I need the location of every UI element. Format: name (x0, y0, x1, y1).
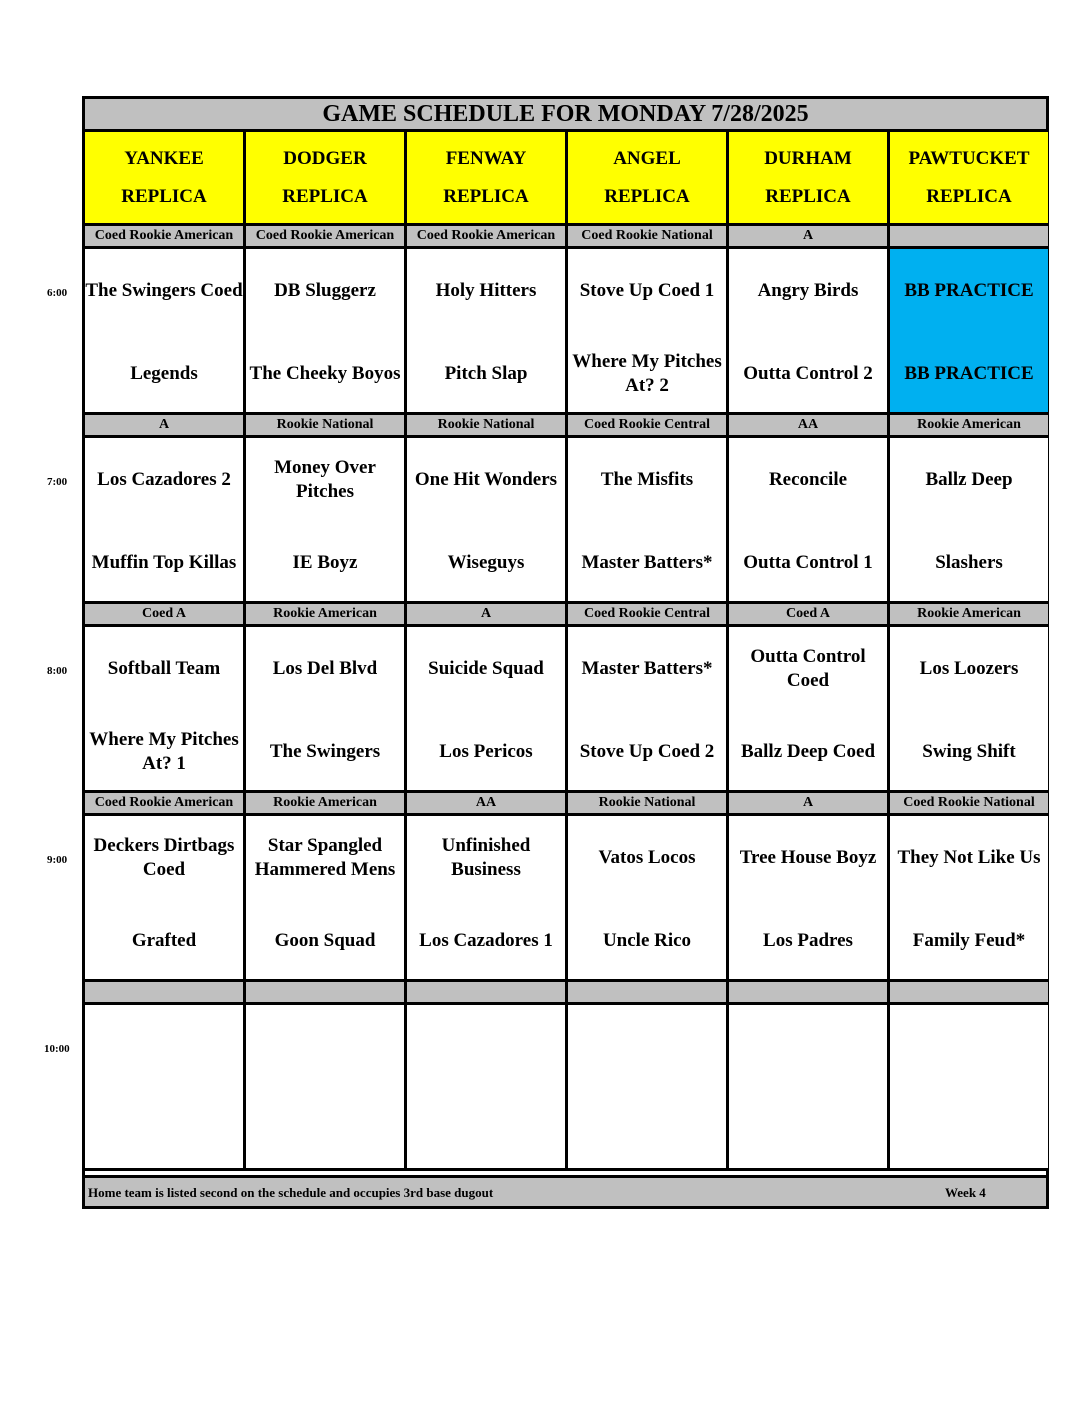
home-team (85, 1105, 243, 1155)
home-team: The Swingers (269, 741, 381, 762)
home-team: Los Padres (763, 930, 853, 951)
division-label: A (729, 226, 890, 249)
division-label (407, 982, 568, 1005)
away-team (568, 1022, 726, 1072)
away-team: Los Loozers (919, 658, 1019, 679)
time-label: 6:00 (47, 287, 68, 299)
division-label: Coed Rookie Central (568, 415, 729, 438)
home-team: IE Boyz (292, 552, 358, 573)
schedule-title: GAME SCHEDULE FOR MONDAY 7/28/2025 (85, 99, 1046, 132)
home-team (890, 1105, 1048, 1155)
game-cell (568, 627, 729, 793)
game-cell (407, 627, 568, 793)
home-team (729, 1105, 887, 1155)
away-team: The Misfits (600, 469, 694, 490)
division-label: Rookie American (890, 604, 1048, 627)
division-label: Coed Rookie National (890, 793, 1048, 816)
time-label: 7:00 (47, 476, 68, 488)
away-team: Angry Birds (757, 280, 859, 301)
game-cell (407, 1005, 568, 1171)
game-cell (85, 1005, 246, 1171)
home-team: Outta Control 2 (743, 363, 873, 384)
division-label (85, 982, 246, 1005)
away-team: Money Over Pitches (274, 457, 376, 502)
home-team: Master Batters* (581, 552, 713, 573)
field-subtitle: REPLICA (926, 185, 1012, 207)
division-label: A (729, 793, 890, 816)
field-subtitle: REPLICA (282, 185, 368, 207)
home-team (246, 1105, 404, 1155)
home-team: Goon Squad (274, 930, 376, 951)
field-header (407, 132, 568, 226)
home-team: Family Feud* (912, 930, 1026, 951)
field-subtitle: REPLICA (121, 185, 207, 207)
game-cell (85, 249, 246, 415)
home-team: Stove Up Coed 2 (579, 741, 715, 762)
home-team: BB PRACTICE (904, 363, 1034, 384)
away-team: BB PRACTICE (904, 280, 1034, 301)
schedule-sheet (82, 96, 1049, 1209)
game-cell (85, 438, 246, 604)
away-team: Los Cazadores 2 (97, 469, 231, 490)
away-team: Holy Hitters (435, 280, 537, 301)
home-team: Pitch Slap (444, 363, 528, 384)
home-team (407, 1105, 565, 1155)
field-name: ANGEL (613, 147, 681, 169)
game-cell (890, 816, 1048, 982)
field-header (246, 132, 407, 226)
away-team: DB Sluggerz (274, 280, 376, 301)
game-cell (729, 438, 890, 604)
game-cell (568, 249, 729, 415)
away-team (407, 1022, 565, 1072)
away-team: Los Del Blvd (272, 658, 378, 679)
away-team: One Hit Wonders (414, 469, 558, 490)
game-cell (407, 249, 568, 415)
game-cell (85, 816, 246, 982)
division-label: Rookie National (246, 415, 407, 438)
away-team: Master Batters* (581, 658, 713, 679)
away-team: Stove Up Coed 1 (579, 280, 715, 301)
week-label: Week 4 (945, 1185, 986, 1200)
field-header (85, 132, 246, 226)
home-team: Slashers (935, 552, 1003, 573)
field-name: PAWTUCKET (908, 147, 1030, 169)
game-cell (246, 816, 407, 982)
away-team (729, 1022, 887, 1072)
game-cell (568, 1005, 729, 1171)
field-header (729, 132, 890, 226)
home-team: Outta Control 1 (743, 552, 873, 573)
field-header (568, 132, 729, 226)
division-label: Rookie American (890, 415, 1048, 438)
away-team: Suicide Squad (428, 658, 544, 679)
away-team: Star Spangled Hammered Mens (254, 835, 396, 880)
division-label: Coed Rookie National (568, 226, 729, 249)
game-cell (568, 816, 729, 982)
time-label: 8:00 (47, 665, 68, 677)
game-cell (890, 1005, 1048, 1171)
division-label: Rookie American (246, 604, 407, 627)
division-label: Coed Rookie American (85, 226, 246, 249)
field-subtitle: REPLICA (765, 185, 851, 207)
division-label: AA (407, 793, 568, 816)
away-team: Reconcile (768, 469, 848, 490)
away-team: Deckers Dirtbags Coed (93, 835, 235, 880)
schedule-footer (85, 1175, 1046, 1206)
home-team: Los Cazadores 1 (419, 930, 553, 951)
field-subtitle: REPLICA (443, 185, 529, 207)
field-subtitle: REPLICA (604, 185, 690, 207)
home-team: Grafted (131, 930, 197, 951)
division-label: A (85, 415, 246, 438)
home-team: Legends (130, 363, 198, 384)
away-team: The Swingers Coed (85, 280, 243, 301)
field-name: FENWAY (445, 147, 527, 169)
division-label: Coed Rookie Central (568, 604, 729, 627)
division-label: Rookie National (407, 415, 568, 438)
away-team: Outta Control Coed (750, 646, 866, 691)
field-name: YANKEE (124, 147, 204, 169)
game-cell (246, 249, 407, 415)
time-label: 10:00 (44, 1043, 70, 1055)
away-team: They Not Like Us (897, 847, 1041, 868)
home-team (568, 1105, 726, 1155)
home-team: The Cheeky Boyos (249, 363, 401, 384)
home-team: Where My Pitches At? 1 (89, 729, 239, 774)
home-team: Where My Pitches At? 2 (572, 351, 722, 396)
game-cell (246, 1005, 407, 1171)
footer-note: Home team is listed second on the schedule and occupies 3rd base dugout (88, 1185, 494, 1200)
game-cell (407, 816, 568, 982)
home-team: Wiseguys (447, 552, 525, 573)
game-cell (246, 438, 407, 604)
game-cell (246, 627, 407, 793)
away-team: Unfinished Business (441, 835, 531, 880)
division-label: AA (729, 415, 890, 438)
away-team: Vatos Locos (598, 847, 696, 868)
away-team (890, 1022, 1048, 1072)
game-cell (890, 627, 1048, 793)
division-label (568, 982, 729, 1005)
division-label: Coed A (85, 604, 246, 627)
division-label: Coed Rookie American (246, 226, 407, 249)
away-team (246, 1022, 404, 1072)
game-cell (407, 438, 568, 604)
time-label: 9:00 (47, 854, 68, 866)
home-team: Swing Shift (922, 741, 1016, 762)
division-label (890, 982, 1048, 1005)
game-cell (890, 438, 1048, 604)
game-cell (890, 249, 1048, 415)
division-label: A (407, 604, 568, 627)
division-label (246, 982, 407, 1005)
division-label: Rookie American (246, 793, 407, 816)
home-team: Uncle Rico (602, 930, 692, 951)
away-team (85, 1022, 243, 1072)
game-cell (729, 249, 890, 415)
game-cell (729, 816, 890, 982)
home-team: Ballz Deep Coed (740, 741, 876, 762)
game-cell (729, 627, 890, 793)
away-team: Ballz Deep (925, 469, 1013, 490)
away-team: Tree House Boyz (739, 847, 877, 868)
division-label: Rookie National (568, 793, 729, 816)
division-label (890, 226, 1048, 249)
division-label: Coed Rookie American (407, 226, 568, 249)
game-cell (568, 438, 729, 604)
field-name: DURHAM (764, 147, 852, 169)
field-name: DODGER (283, 147, 367, 169)
field-header (890, 132, 1048, 226)
home-team: Muffin Top Killas (91, 552, 237, 573)
division-label (729, 982, 890, 1005)
division-label: Coed Rookie American (85, 793, 246, 816)
away-team: Softball Team (107, 658, 221, 679)
game-cell (85, 627, 246, 793)
division-label: Coed A (729, 604, 890, 627)
home-team: Los Pericos (439, 741, 533, 762)
game-cell (729, 1005, 890, 1171)
